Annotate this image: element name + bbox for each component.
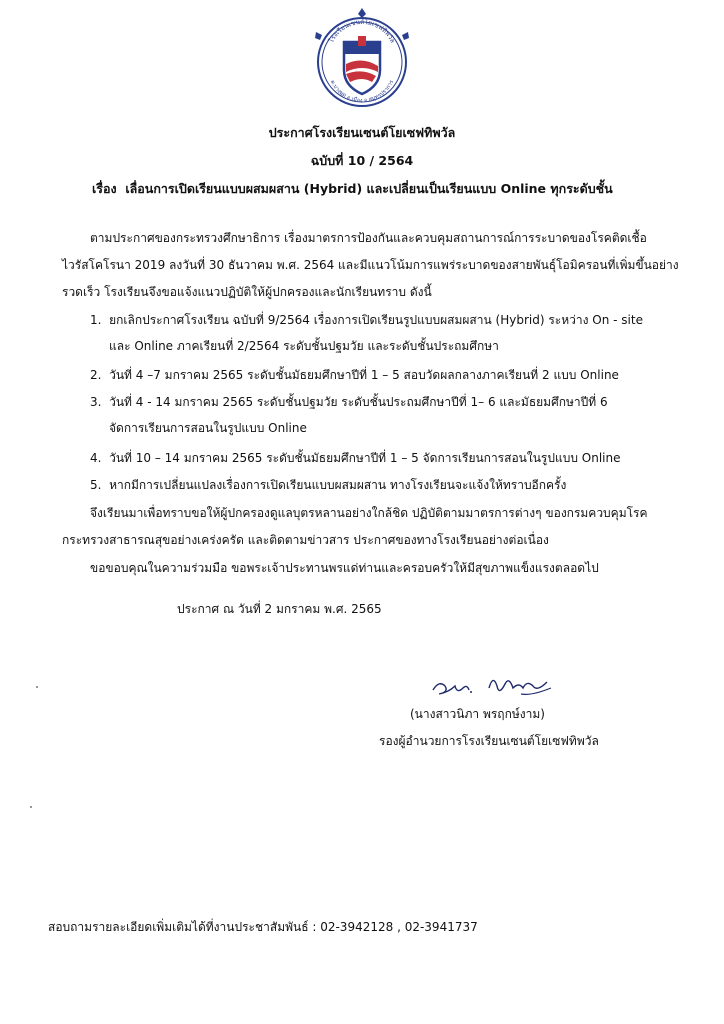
list-item-2 bbox=[90, 366, 619, 385]
intro-line-3: รวดเร็ว โรงเรียนจึงขอแจ้งแนวปฏิบัติให้ผู้ปกครองและนักเรียนทราบ ดังนี้ bbox=[62, 285, 432, 299]
closing-line-1: จึงเรียนมาเพื่อทราบขอให้ผู้ปกครองดูแลบุตรหลานอย่างใกล้ชิด ปฏิบัติตามมาตรการต่างๆ ของกรมควบคุมโรค bbox=[90, 506, 648, 520]
scan-speck bbox=[36, 686, 38, 688]
handwritten-signature bbox=[425, 668, 565, 708]
list-item-5 bbox=[90, 476, 566, 495]
thanks-line: ขอขอบคุณในความร่วมมือ ขอพระเจ้าประทานพรแด่ท่านและครอบครัวให้มีสุขภาพแข็งแรงตลอดไป bbox=[90, 561, 599, 575]
list-item-text: ยกเลิกประกาศโรงเรียน ฉบับที่ 9/2564 เรื่องการเปิดเรียนรูปแบบผสมผสาน (Hybrid) ระหว่าง On - site bbox=[109, 313, 643, 327]
list-item-number: 1. bbox=[90, 313, 102, 327]
list-item-1 bbox=[90, 311, 643, 330]
contact-footer: สอบถามรายละเอียดเพิ่มเติมได้ที่งานประชาสัมพันธ์ : 02-3942128 , 02-3941737 bbox=[48, 920, 478, 934]
list-item-text: วันที่ 4 –7 มกราคม 2565 ระดับชั้นมัธยมศึกษาปีที่ 1 – 5 สอบวัดผลกลางภาคเรียนที่ 2 แบบ Online bbox=[109, 368, 619, 382]
announcement-title: ประกาศโรงเรียนเซนต์โยเซฟทิพวัล bbox=[268, 125, 456, 140]
list-item-number: 3. bbox=[90, 395, 102, 409]
announcement-issue: ฉบับที่ 10 / 2564 bbox=[310, 153, 414, 168]
list-item-number: 5. bbox=[90, 478, 102, 492]
list-item-1-continued: และ Online ภาคเรียนที่ 2/2564 ระดับชั้นปฐมวัย และระดับชั้นประถมศึกษา bbox=[109, 339, 499, 353]
list-item-4 bbox=[90, 449, 620, 468]
announcement-subject bbox=[92, 179, 613, 199]
list-item-text: วันที่ 10 – 14 มกราคม 2565 ระดับชั้นมัธยมศึกษาปีที่ 1 – 5 จัดการเรียนการสอนในรูปแบบ Online bbox=[109, 451, 621, 465]
list-item-number: 2. bbox=[90, 368, 102, 382]
subject-text: เลื่อนการเปิดเรียนแบบผสมผสาน (Hybrid) และเปลี่ยนเป็นเรียนแบบ Online ทุกระดับชั้น bbox=[125, 181, 613, 196]
list-item-3-continued: จัดการเรียนการสอนในรูปแบบ Online bbox=[109, 421, 307, 435]
list-item-text: วันที่ 4 - 14 มกราคม 2565 ระดับชั้นปฐมวัย ระดับชั้นประถมศึกษาปีที่ 1– 6 และมัธยมศึกษาปีที่ 6 bbox=[109, 395, 608, 409]
closing-line-2: กระทรวงสาธารณสุขอย่างเคร่งครัด และติดตามข่าวสาร ประกาศของทางโรงเรียนอย่างต่อเนื่อง bbox=[62, 533, 549, 547]
list-item-number: 4. bbox=[90, 451, 102, 465]
signatory-name: (นางสาวนิภา พรฤกษ์งาม) bbox=[410, 707, 545, 721]
subject-prefix: เรื่อง bbox=[92, 181, 117, 196]
list-item-text: หากมีการเปลี่ยนแปลงเรื่องการเปิดเรียนแบบผสมผสาน ทางโรงเรียนจะแจ้งให้ทราบอีกครั้ง bbox=[109, 478, 567, 492]
list-item-3 bbox=[90, 393, 608, 412]
intro-line-1: ตามประกาศของกระทรวงศึกษาธิการ เรื่องมาตรการป้องกันและควบคุมสถานการณ์การระบาดของโรคติดเชื้อ bbox=[90, 231, 647, 245]
school-seal-logo bbox=[310, 6, 414, 116]
signatory-position: รองผู้อำนวยการโรงเรียนเซนต์โยเซฟทิพวัล bbox=[379, 734, 599, 748]
scan-speck bbox=[30, 806, 32, 808]
announcement-date: ประกาศ ณ วันที่ 2 มกราคม พ.ศ. 2565 bbox=[177, 602, 382, 616]
svg-text:โรงเรียนเซนต์โยเซฟทิพวัล: โรงเรียนเซนต์โยเซฟทิพวัล bbox=[327, 17, 397, 45]
svg-text:ต.บางพูด อ.เมือง จ.สมุทรปราการ: ต.บางพูด อ.เมือง จ.สมุทรปราการ bbox=[328, 79, 396, 105]
intro-line-2: ไวรัสโคโรนา 2019 ลงวันที่ 30 ธันวาคม พ.ศ. 2564 และมีแนวโน้มการแพร่ระบาดของสายพันธุ์โอมิครอนที่เพิ่มขึ้นอย่าง bbox=[62, 258, 679, 272]
